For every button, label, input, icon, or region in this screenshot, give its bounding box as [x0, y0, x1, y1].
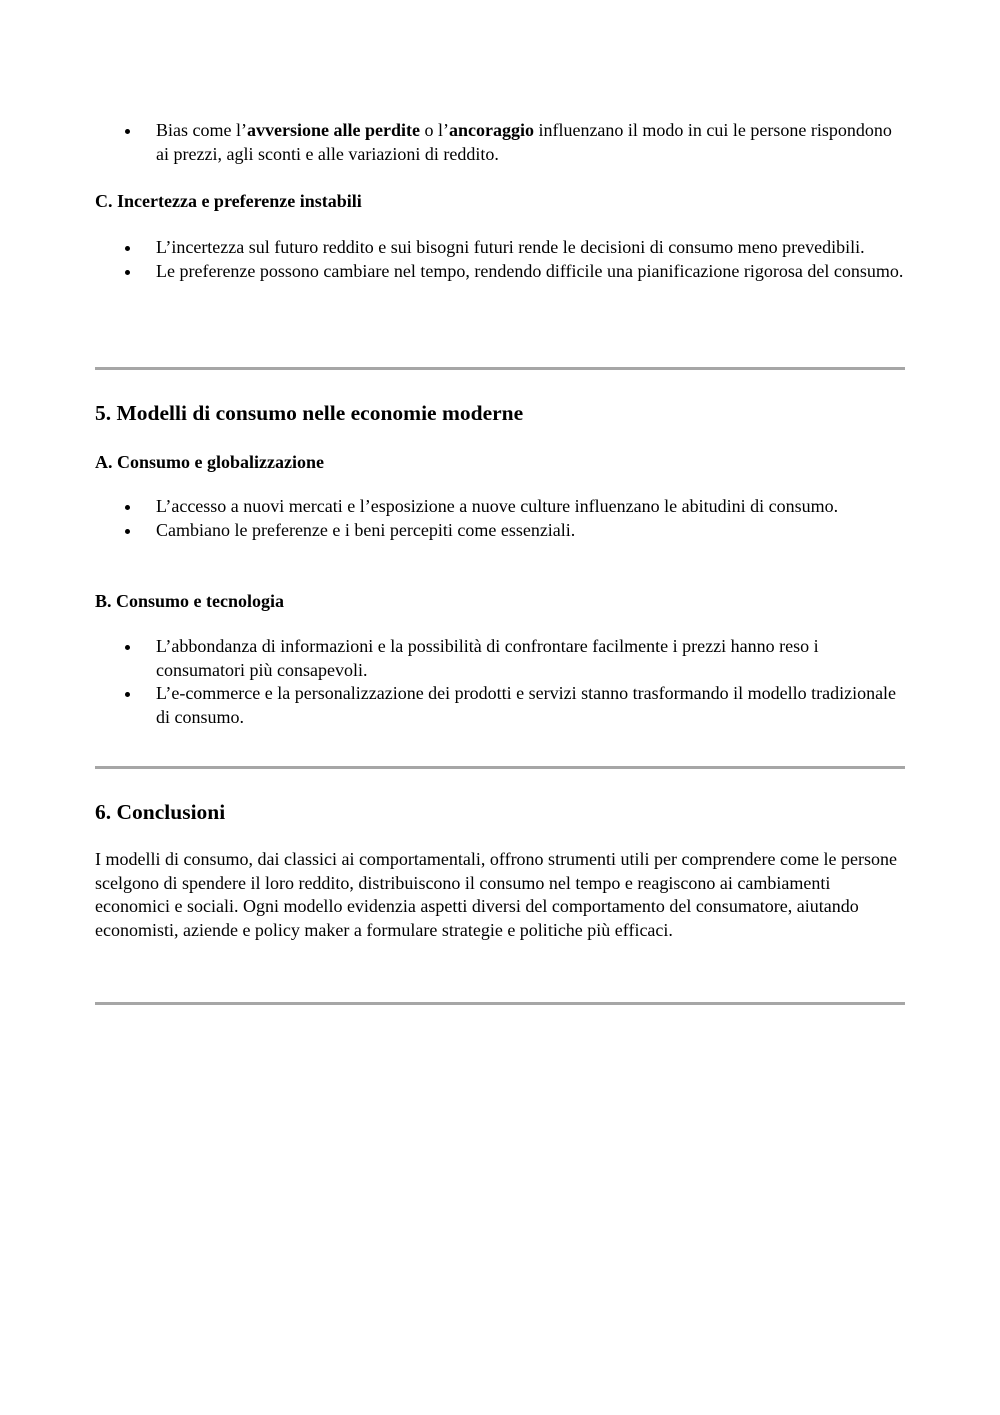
bold-term-loss-aversion: avversione alle perdite — [246, 120, 420, 140]
list-item-text: L’e-commerce e la personalizzazione dei prodotti e servizi stanno trasformando il modello tradizionale di consumo. — [156, 683, 897, 727]
horizontal-rule — [95, 367, 905, 370]
globalization-bullet-list — [95, 495, 838, 542]
list-item — [95, 635, 905, 682]
technology-bullet-list — [95, 635, 905, 729]
bullet-icon — [125, 270, 130, 275]
bullet-icon — [125, 529, 130, 534]
list-item — [95, 682, 905, 729]
list-item — [95, 495, 838, 519]
list-item — [95, 260, 903, 284]
list-item-text: Cambiano le preferenze e i beni percepiti come essenziali. — [156, 519, 576, 540]
bullet-icon — [125, 692, 130, 697]
horizontal-rule — [95, 766, 905, 769]
list-item-text: Le preferenze possono cambiare nel tempo, rendendo difficile una pianificazione rigorosa del consumo. — [156, 260, 904, 281]
intro-bullet-list — [95, 119, 905, 166]
bullet-icon — [125, 645, 130, 650]
bullet-icon — [125, 129, 130, 134]
text-run: Bias come l’ — [156, 120, 247, 140]
subsection-heading-uncertainty: C. Incertezza e preferenze instabili — [95, 191, 362, 211]
bold-term-anchoring: ancoraggio — [448, 120, 534, 140]
bullet-icon — [125, 246, 130, 251]
section-heading-modern-economies: 5. Modelli di consumo nelle economie moderne — [95, 401, 524, 425]
text-run: influenzano il modo in cui le persone rispondono ai prezzi, agli sconti e alle variazioni di reddito. — [156, 120, 892, 164]
conclusions-paragraph: I modelli di consumo, dai classici ai comportamentali, offrono strumenti utili per comprendere come le persone scelgono di spendere il loro reddito, distribuiscono il consumo nel tempo e reagiscono ai cambiamenti economici e sociali. Ogni modello evidenzia aspetti diversi del comportamento del consumatore, aiutando economisti, aziende e policy maker a formulare strategie e politiche più efficaci. — [95, 849, 897, 940]
subsection-heading-technology: B. Consumo e tecnologia — [95, 591, 284, 611]
section-heading-conclusions: 6. Conclusioni — [95, 800, 226, 824]
text-run: o l’ — [419, 120, 449, 140]
list-item-text: L’accesso a nuovi mercati e l’esposizione a nuove culture influenzano le abitudini di consumo. — [156, 496, 839, 516]
list-item-text: L’incertezza sul futuro reddito e sui bisogni futuri rende le decisioni di consumo meno prevedibili. — [156, 237, 865, 257]
horizontal-rule — [95, 1002, 905, 1005]
list-item-text: L’abbondanza di informazioni e la possibilità di confrontare facilmente i prezzi hanno reso i consumatori più consapevoli. — [156, 636, 819, 680]
bullet-icon — [125, 505, 130, 510]
list-item — [95, 519, 838, 543]
list-item — [95, 236, 903, 260]
list-item — [95, 119, 905, 166]
uncertainty-bullet-list — [95, 236, 903, 283]
subsection-heading-globalization: A. Consumo e globalizzazione — [95, 452, 324, 472]
